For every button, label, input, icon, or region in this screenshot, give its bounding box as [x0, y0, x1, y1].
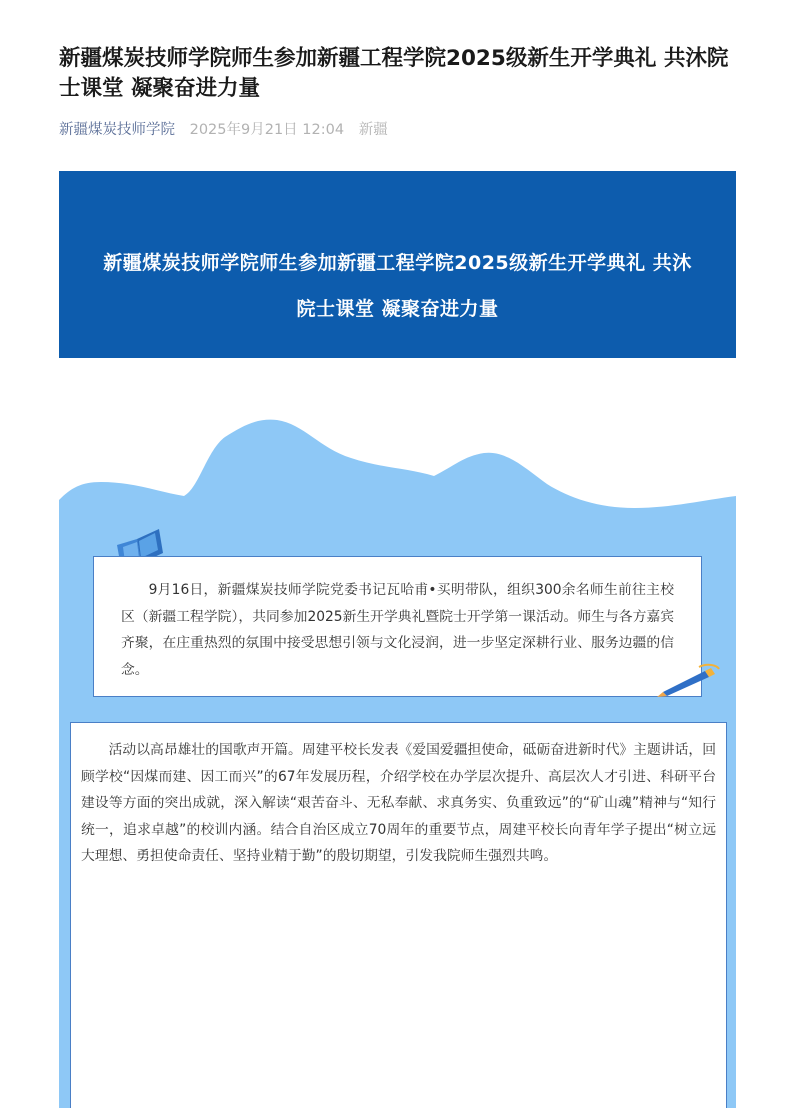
- account-name-link[interactable]: 新疆煤炭技师学院: [59, 122, 175, 138]
- body-text-box: [70, 722, 727, 1108]
- title-banner: [59, 171, 736, 358]
- pen-icon: [655, 663, 723, 703]
- intro-text-box: [93, 556, 702, 697]
- banner-title-line-2: 院士课堂 凝聚奋进力量: [296, 298, 499, 320]
- publish-date: 2025年9月21日 12:04: [189, 122, 345, 138]
- intro-paragraph: 9月16日，新疆煤炭技师学院党委书记瓦哈甫•买明带队，组织300余名师生前往主校区（新疆工程学院），共同参加2025新生开学典礼暨院士开学第一课活动。师生与各方嘉宾齐聚，在庄重热烈的氛围中接受思想引领与文化浸润，进一步坚定深耕行业、服务边疆的信念。: [121, 582, 674, 678]
- body-paragraph: 活动以高昂雄壮的国歌声开篇。周建平校长发表《爱国爱疆担使命，砥砺奋进新时代》主题讲话，回顾学校“因煤而建、因工而兴”的67年发展历程，介绍学校在办学层次提升、高层次人才引进、科研平台建设等方面的突出成就，深入解读“艰苦奋斗、无私奉献、求真务实、负重致远”的“矿山魂”精神与“知行统一，追求卓越”的校训内涵。结合自治区成立70周年的重要节点，周建平校长向青年学子提出“树立远大理想、勇担使命责任、坚持业精于勤”的殷切期望，引发我院师生强烈共鸣。: [81, 742, 716, 864]
- banner-title-line-1: 新疆煤炭技师学院师生参加新疆工程学院2025级新生开学典礼 共沐: [103, 252, 692, 274]
- article-title: 新疆煤炭技师学院师生参加新疆工程学院2025级新生开学典礼 共沐院士课堂 凝聚奋进力量: [59, 46, 729, 101]
- publish-region: 新疆: [358, 122, 388, 138]
- article-content: [59, 171, 736, 1108]
- article-meta: [59, 118, 398, 139]
